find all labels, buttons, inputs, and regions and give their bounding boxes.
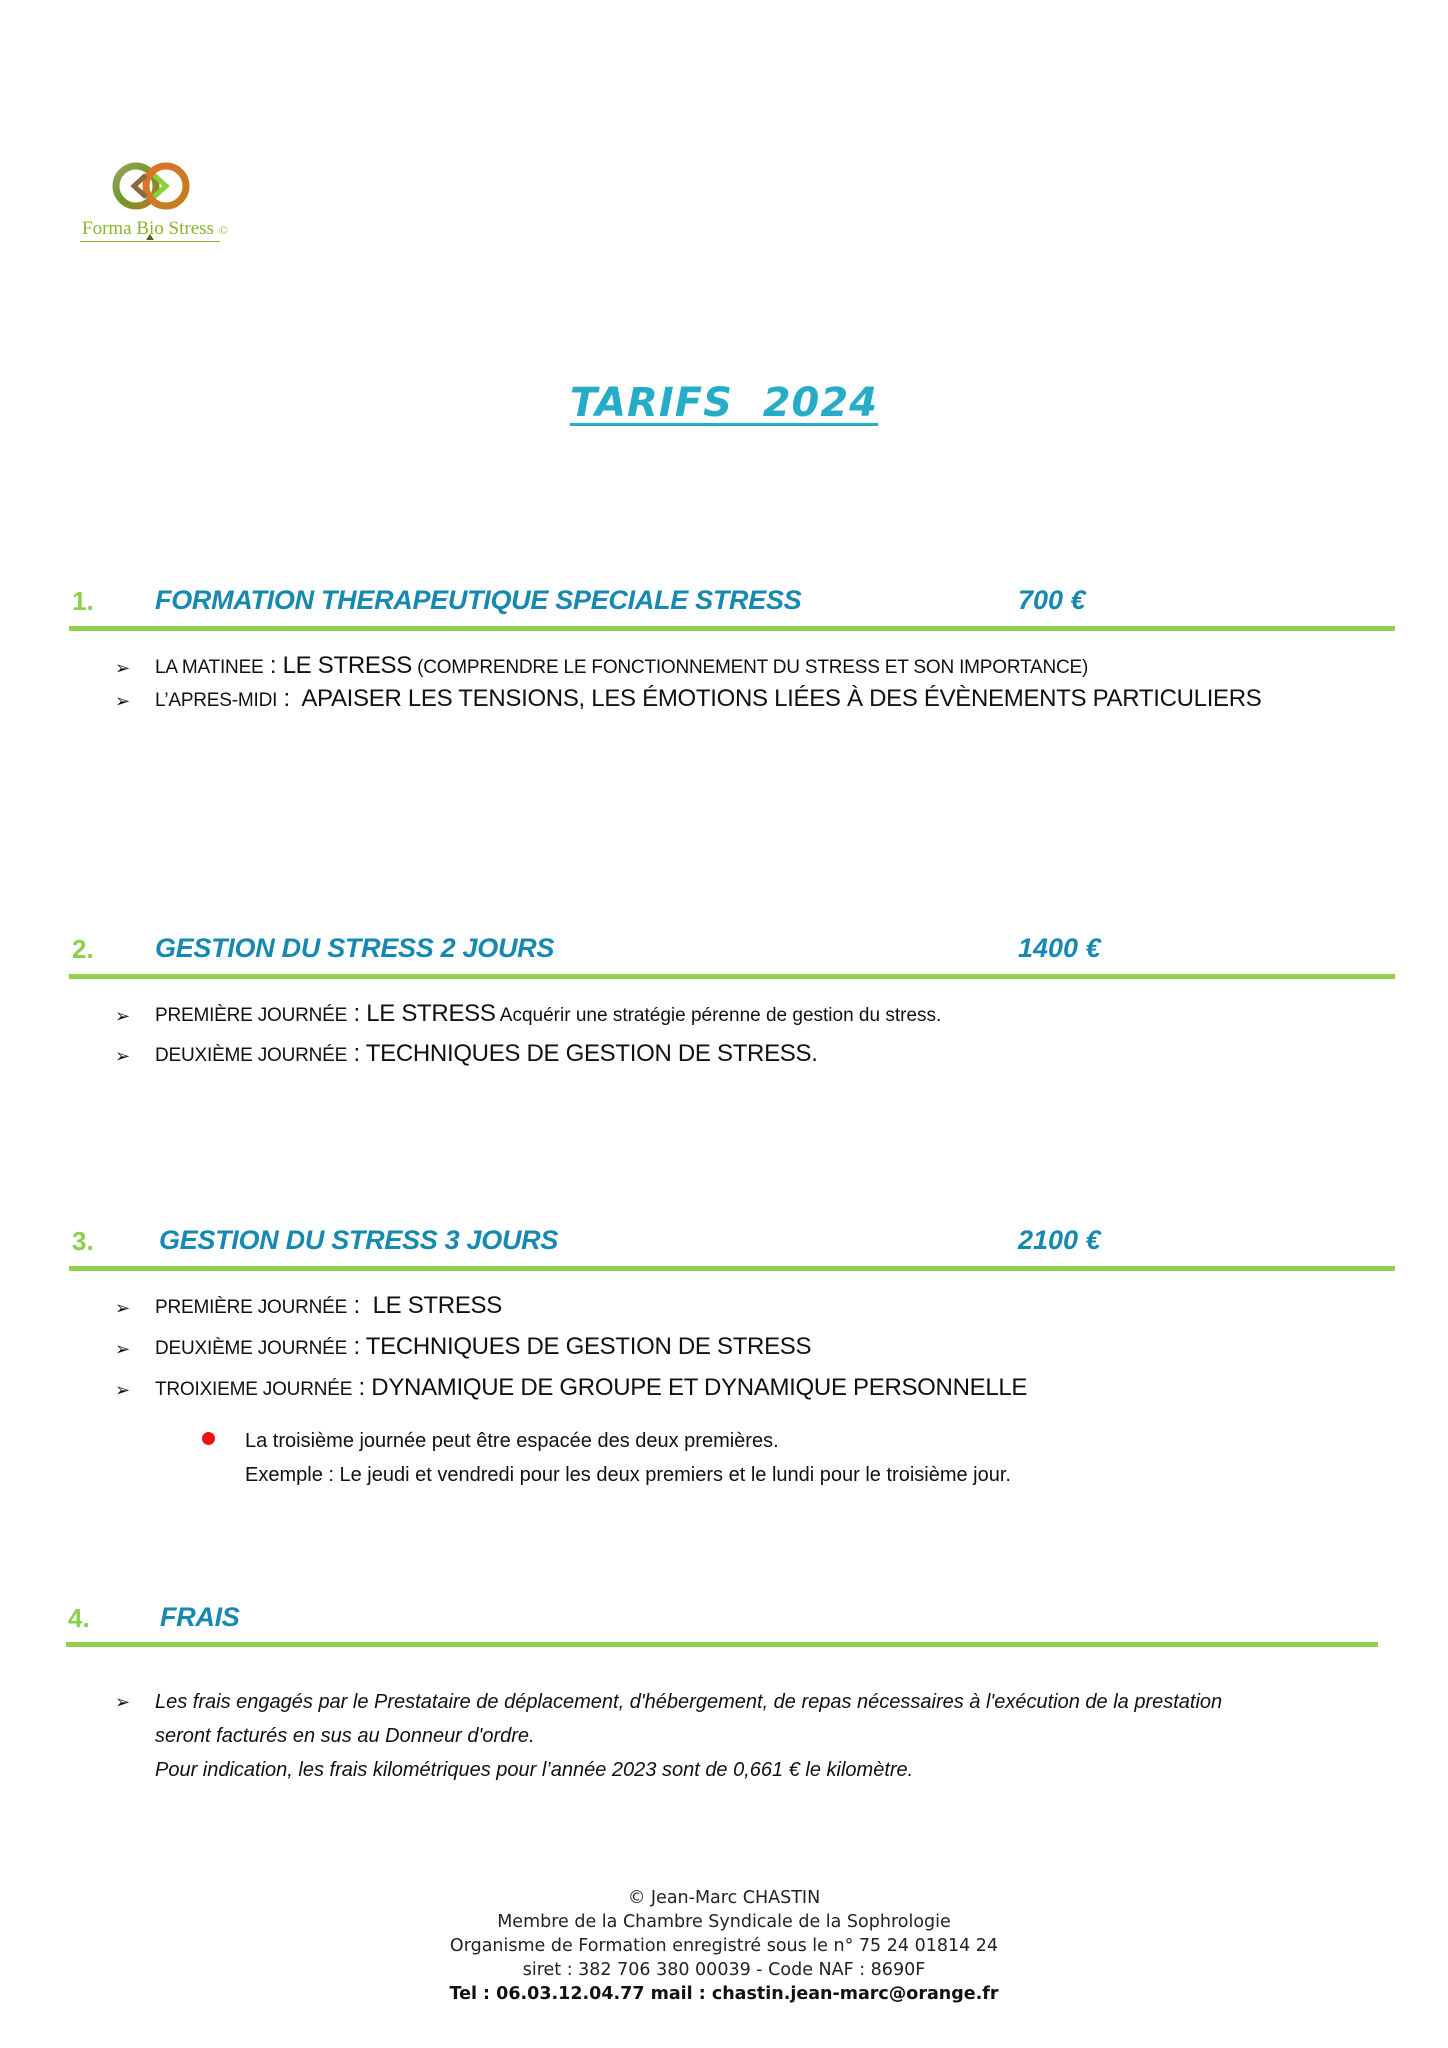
- list-item: ➢ PREMIÈRE JOURNÉE : LE STRESS: [115, 1292, 502, 1319]
- section-1-price: 700 €: [1018, 585, 1086, 615]
- section-3-number: 3.: [72, 1226, 94, 1256]
- list-item: ➢ DEUXIÈME JOURNÉE : TECHNIQUES DE GESTION DE STRESS: [115, 1333, 812, 1360]
- infinity-logo-icon: [110, 160, 200, 216]
- page-title-text: TARIFS 2024: [569, 380, 879, 426]
- section-2-price: 1400 €: [1018, 933, 1101, 963]
- section-3-title: GESTION DU STRESS 3 JOURS: [159, 1225, 559, 1255]
- red-dot-icon: [202, 1432, 215, 1445]
- logo-triangle-icon: [146, 234, 154, 240]
- footer-membership: Membre de la Chambre Syndicale de la Sophrologie: [497, 1912, 951, 1932]
- section-1-title: FORMATION THERAPEUTIQUE SPECIALE STRESS: [155, 585, 802, 615]
- arrowhead-bullet-icon: ➢: [115, 1046, 131, 1067]
- section-3-divider: [69, 1266, 1395, 1271]
- logo-underline: [80, 241, 220, 242]
- arrowhead-bullet-icon: ➢: [115, 1298, 131, 1319]
- list-item: ➢ LA MATINEE : LE STRESS (COMPRENDRE LE FONCTIONNEMENT DU STRESS ET SON IMPORTANCE): [115, 652, 1089, 679]
- section-2-divider: [69, 974, 1395, 979]
- section-3-price: 2100 €: [1018, 1225, 1101, 1255]
- logo-brand-text: Forma Bio Stress ©: [82, 218, 228, 239]
- list-item: ➢ PREMIÈRE JOURNÉE : LE STRESS Acquérir une stratégie pérenne de gestion du stress.: [115, 1000, 942, 1027]
- section-4-number: 4.: [68, 1603, 90, 1633]
- logo: [80, 160, 250, 250]
- section-4-title: FRAIS: [160, 1602, 240, 1632]
- section-2-title: GESTION DU STRESS 2 JOURS: [155, 933, 555, 963]
- frais-line-2: seront facturés en sus au Donneur d'ordre.: [155, 1725, 535, 1747]
- arrowhead-bullet-icon: ➢: [115, 1339, 131, 1360]
- list-item: ➢ L’APRES-MIDI : APAISER LES TENSIONS, LES ÉMOTIONS LIÉES À DES ÉVÈNEMENTS PARTICULIERS: [115, 685, 1262, 712]
- arrowhead-bullet-icon: ➢: [115, 691, 131, 712]
- footer-contact: Tel : 06.03.12.04.77 mail : chastin.jean-marc@orange.fr: [449, 1984, 999, 2004]
- note-line-1: La troisième journée peut être espacée des deux premières.: [245, 1430, 779, 1452]
- arrowhead-bullet-icon: ➢: [115, 658, 131, 679]
- footer-siret: siret : 382 706 380 00039 - Code NAF : 8690F: [522, 1960, 926, 1980]
- frais-line-1: Les frais engagés par le Prestataire de déplacement, d'hébergement, de repas nécessaires à l'exécution de la prestation: [155, 1691, 1223, 1713]
- arrowhead-bullet-icon: ➢: [115, 1692, 131, 1712]
- footer-registration: Organisme de Formation enregistré sous le n° 75 24 01814 24: [449, 1936, 999, 1956]
- arrowhead-bullet-icon: ➢: [115, 1006, 131, 1027]
- footer-copyright: © Jean-Marc CHASTIN: [627, 1888, 821, 1908]
- note-line-2: Exemple : Le jeudi et vendredi pour les deux premiers et le lundi pour le troisième jour.: [245, 1464, 1011, 1486]
- footer: [0, 1886, 1448, 2006]
- list-item: ➢ TROIXIEME JOURNÉE : DYNAMIQUE DE GROUPE ET DYNAMIQUE PERSONNELLE: [115, 1374, 1028, 1401]
- arrowhead-bullet-icon: ➢: [115, 1380, 131, 1401]
- section-2-number: 2.: [72, 934, 94, 964]
- list-item: ➢ DEUXIÈME JOURNÉE : TECHNIQUES DE GESTION DE STRESS.: [115, 1040, 818, 1067]
- section-1-divider: [69, 626, 1395, 631]
- frais-line-3: Pour indication, les frais kilométriques pour l’année 2023 sont de 0,661 € le kilomètre.: [155, 1759, 914, 1781]
- section-4-divider: [66, 1642, 1378, 1647]
- page-title: [0, 380, 1448, 426]
- section-1-number: 1.: [72, 586, 94, 616]
